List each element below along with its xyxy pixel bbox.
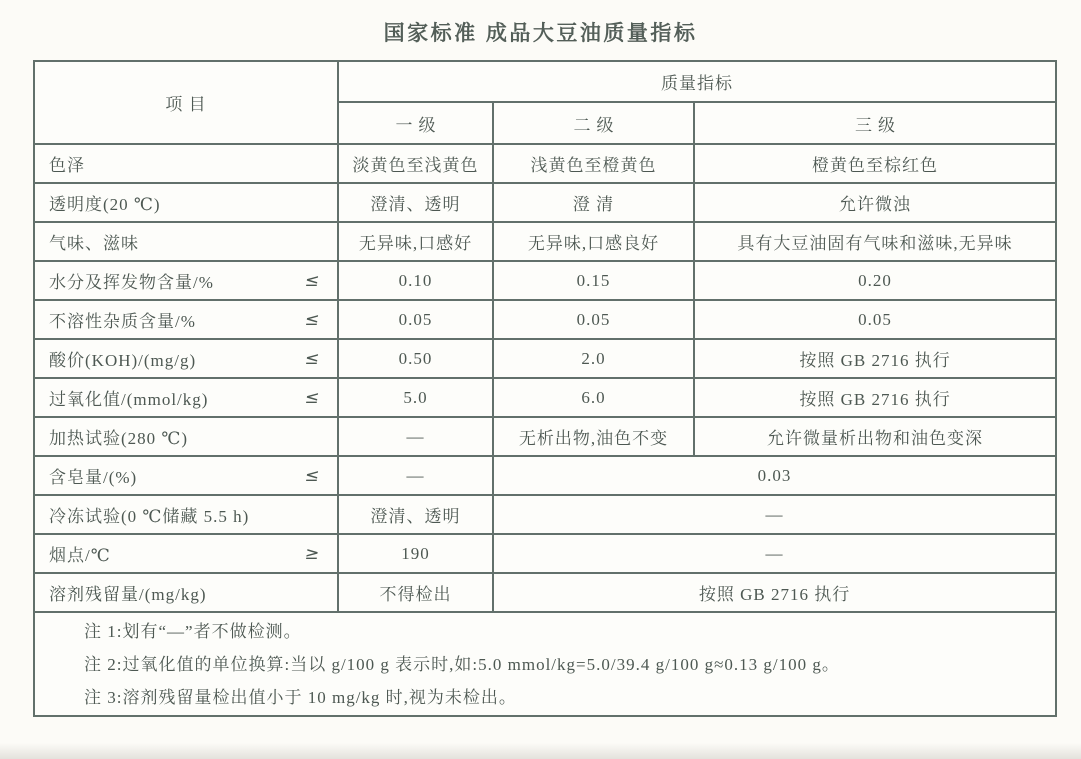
grade3-value: 橙黄色至棕红色 bbox=[694, 144, 1056, 183]
grade2-value: 0.05 bbox=[493, 300, 694, 339]
header-grade-3: 三级 bbox=[694, 102, 1056, 144]
grade1-value: 0.50 bbox=[338, 339, 493, 378]
grade1-value: — bbox=[338, 417, 493, 456]
row-moisture-volatiles bbox=[34, 261, 1056, 300]
row-peroxide-value bbox=[34, 378, 1056, 417]
row-transparency bbox=[34, 183, 1056, 222]
grade3-value: 允许微量析出物和油色变深 bbox=[694, 417, 1056, 456]
row-smoke-point bbox=[34, 534, 1056, 573]
page-title: 国家标准 成品大豆油质量指标 bbox=[383, 22, 698, 45]
grade1-value: — bbox=[338, 456, 493, 495]
quality-spec-table bbox=[33, 60, 1057, 717]
grade3-value: 按照 GB 2716 执行 bbox=[694, 339, 1056, 378]
header-item: 项 目 bbox=[34, 61, 338, 144]
grade1-value: 淡黄色至浅黄色 bbox=[338, 144, 493, 183]
row-label-cell bbox=[34, 378, 338, 417]
grade3-value: 按照 GB 2716 执行 bbox=[694, 378, 1056, 417]
grade1-value: 澄清、透明 bbox=[338, 495, 493, 534]
grade1-value: 190 bbox=[338, 534, 493, 573]
row-label: 过氧化值/(mmol/kg) bbox=[49, 390, 209, 409]
row-label: 加热试验(280 ℃) bbox=[49, 429, 189, 448]
row-odor-taste bbox=[34, 222, 1056, 261]
table-header bbox=[34, 61, 1056, 144]
grade1-value: 5.0 bbox=[338, 378, 493, 417]
row-label: 不溶性杂质含量/% bbox=[49, 312, 196, 331]
grade2-value: 浅黄色至橙黄色 bbox=[493, 144, 694, 183]
row-solvent-residue bbox=[34, 573, 1056, 612]
grade3-value: 0.20 bbox=[694, 261, 1056, 300]
grade1-value: 不得检出 bbox=[338, 573, 493, 612]
grade2-value: 0.15 bbox=[493, 261, 694, 300]
row-color bbox=[34, 144, 1056, 183]
row-soap-content bbox=[34, 456, 1056, 495]
comparison-operator: ≥ bbox=[303, 543, 322, 564]
grade1-value: 无异味,口感好 bbox=[338, 222, 493, 261]
header-grade-1: 一级 bbox=[338, 102, 493, 144]
row-label-cell bbox=[34, 261, 338, 300]
note-3: 注 3:溶剂残留量检出值小于 10 mg/kg 时,视为未检出。 bbox=[84, 687, 517, 707]
row-heating-test bbox=[34, 417, 1056, 456]
comparison-operator: ≤ bbox=[303, 309, 322, 330]
row-label-cell bbox=[34, 339, 338, 378]
row-label-cell bbox=[34, 183, 338, 222]
header-quality-indicators: 质量指标 bbox=[338, 61, 1056, 102]
grade2-3-merged-value: 0.03 bbox=[493, 456, 1056, 495]
grade2-3-merged-value: 按照 GB 2716 执行 bbox=[493, 573, 1056, 612]
grade3-value: 0.05 bbox=[694, 300, 1056, 339]
row-label-cell bbox=[34, 456, 338, 495]
grade3-value: 允许微浊 bbox=[694, 183, 1056, 222]
table-body bbox=[34, 144, 1056, 716]
scan-shadow-edge bbox=[0, 743, 1081, 759]
row-label: 色泽 bbox=[49, 156, 85, 175]
row-insoluble-impurities bbox=[34, 300, 1056, 339]
note-2: 注 2:过氧化值的单位换算:当以 g/100 g 表示时,如:5.0 mmol/kg=5.0/39.4 g/100 g≈0.13 g/100 g。 bbox=[84, 654, 840, 674]
row-label-cell bbox=[34, 144, 338, 183]
row-label: 冷冻试验(0 ℃储藏 5.5 h) bbox=[49, 507, 250, 526]
grade1-value: 澄清、透明 bbox=[338, 183, 493, 222]
row-label-cell bbox=[34, 534, 338, 573]
comparison-operator: ≤ bbox=[303, 387, 322, 408]
row-label: 水分及挥发物含量/% bbox=[49, 273, 214, 292]
row-label-cell bbox=[34, 417, 338, 456]
row-label: 溶剂残留量/(mg/kg) bbox=[49, 585, 207, 604]
row-label-cell bbox=[34, 222, 338, 261]
grade1-value: 0.10 bbox=[338, 261, 493, 300]
grade1-value: 0.05 bbox=[338, 300, 493, 339]
row-label-cell bbox=[34, 573, 338, 612]
row-label: 透明度(20 ℃) bbox=[49, 195, 161, 214]
row-label: 含皂量/(%) bbox=[49, 468, 138, 487]
grade3-value: 具有大豆油固有气味和滋味,无异味 bbox=[694, 222, 1056, 261]
grade2-value: 无异味,口感良好 bbox=[493, 222, 694, 261]
row-label: 气味、滋味 bbox=[49, 234, 139, 253]
notes-row bbox=[34, 612, 1056, 716]
comparison-operator: ≤ bbox=[303, 348, 322, 369]
notes-cell bbox=[34, 612, 1056, 716]
header-grade-2: 二级 bbox=[493, 102, 694, 144]
row-label-cell bbox=[34, 300, 338, 339]
grade2-value: 澄 清 bbox=[493, 183, 694, 222]
comparison-operator: ≤ bbox=[303, 465, 322, 486]
header-row-1 bbox=[34, 61, 1056, 102]
grade2-value: 无析出物,油色不变 bbox=[493, 417, 694, 456]
row-acid-value bbox=[34, 339, 1056, 378]
row-label: 烟点/℃ bbox=[49, 546, 111, 565]
grade2-value: 6.0 bbox=[493, 378, 694, 417]
grade2-3-merged-value: — bbox=[493, 495, 1056, 534]
note-1: 注 1:划有“—”者不做检测。 bbox=[84, 621, 302, 641]
grade2-value: 2.0 bbox=[493, 339, 694, 378]
grade2-3-merged-value: — bbox=[493, 534, 1056, 573]
row-label-cell bbox=[34, 495, 338, 534]
comparison-operator: ≤ bbox=[303, 270, 322, 291]
row-freezing-test bbox=[34, 495, 1056, 534]
row-label: 酸价(KOH)/(mg/g) bbox=[49, 351, 197, 370]
